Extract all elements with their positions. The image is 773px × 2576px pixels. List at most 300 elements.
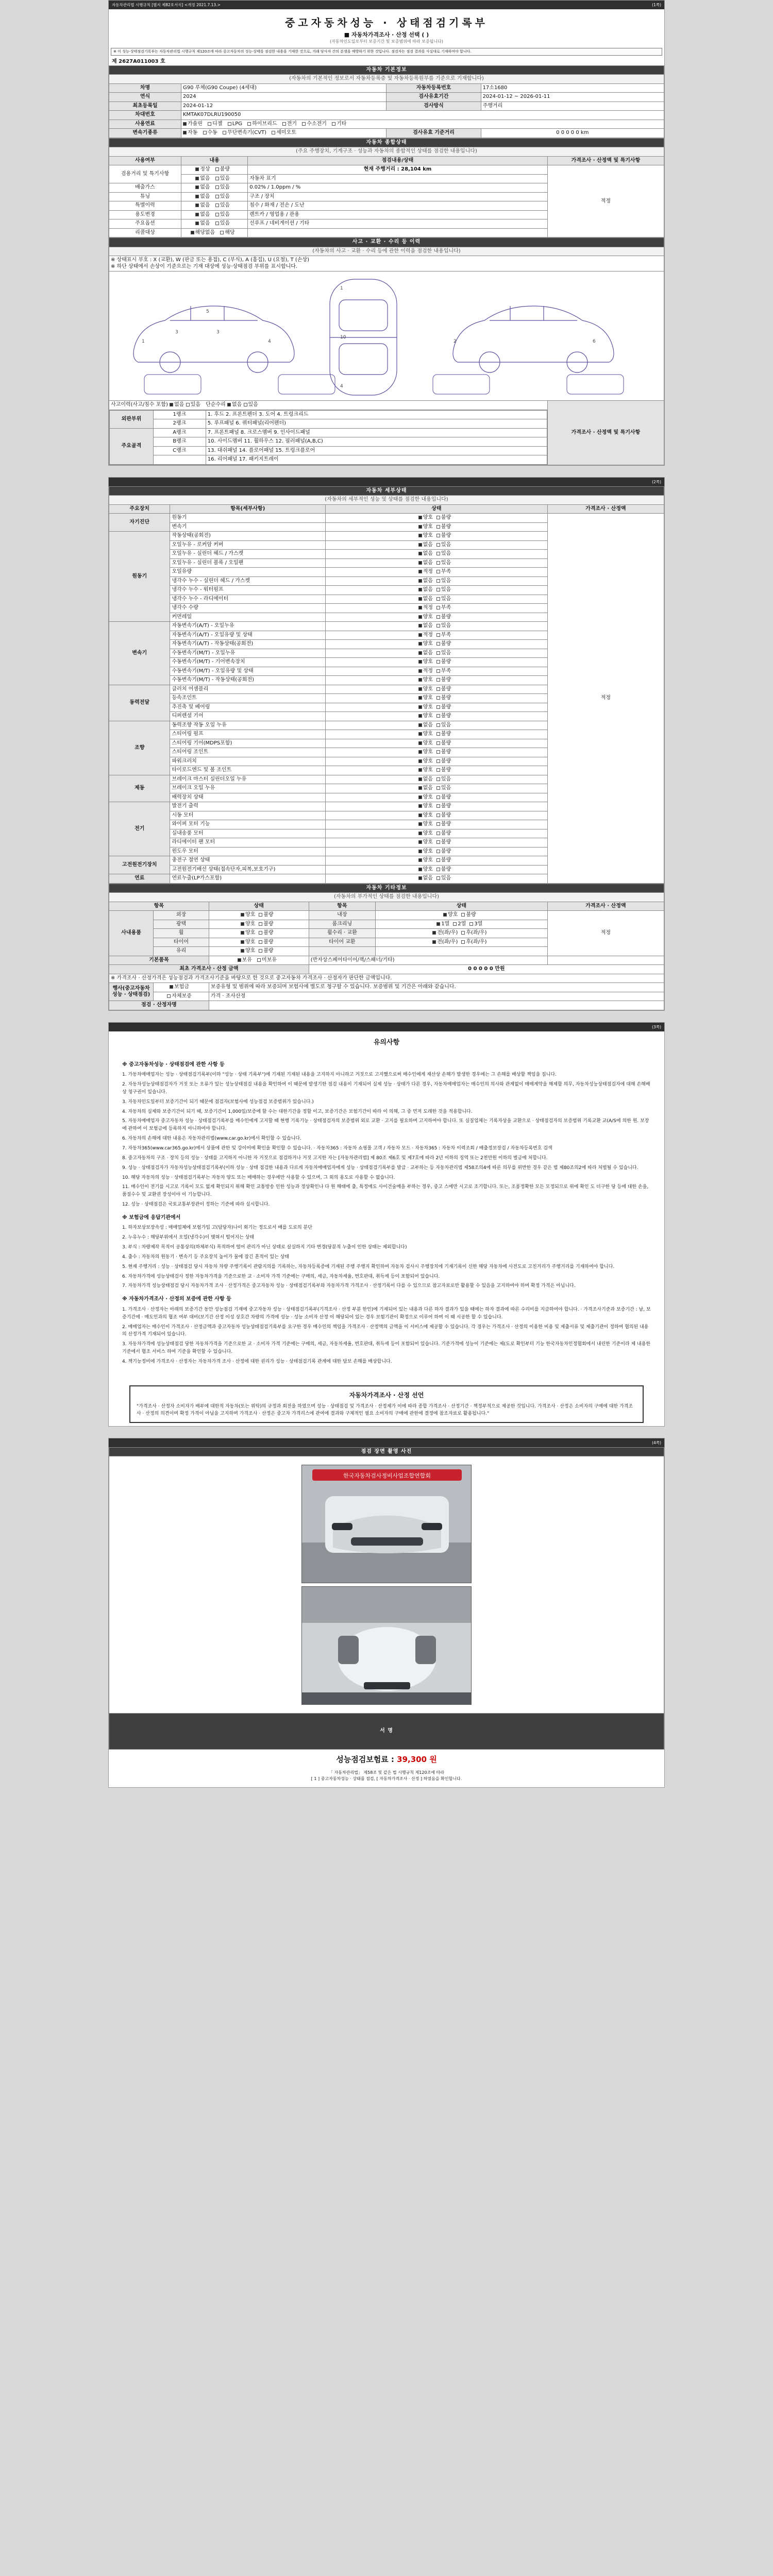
detail-state-0-1[interactable] bbox=[326, 522, 548, 532]
detail-state-1-6[interactable] bbox=[326, 586, 548, 595]
checkbox-icon[interactable] bbox=[436, 868, 440, 871]
checkbox-icon[interactable] bbox=[302, 122, 306, 126]
checkbox-icon[interactable] bbox=[195, 185, 199, 189]
checkbox-icon[interactable] bbox=[418, 868, 422, 871]
detail-opt-2-6-0[interactable] bbox=[418, 677, 433, 684]
checkbox-icon[interactable] bbox=[436, 822, 440, 826]
etc-state-1-4-opt-0[interactable] bbox=[241, 948, 255, 955]
detail-opt-4-2-1[interactable] bbox=[436, 740, 451, 747]
detail-opt-2-1-1[interactable] bbox=[436, 632, 451, 639]
checkbox-icon[interactable] bbox=[418, 660, 422, 664]
checkbox-icon[interactable] bbox=[418, 705, 422, 709]
checkbox-icon[interactable] bbox=[418, 525, 422, 529]
etc-state-1-1[interactable] bbox=[209, 920, 309, 929]
checkbox-icon[interactable] bbox=[247, 122, 251, 126]
detail-opt-3-3-0[interactable] bbox=[418, 713, 433, 720]
checkbox-icon[interactable] bbox=[418, 786, 422, 790]
detail-state-7-1[interactable] bbox=[326, 865, 548, 874]
etc-state-2-3[interactable] bbox=[375, 938, 547, 947]
detail-opt-1-6-1[interactable] bbox=[436, 587, 451, 594]
checkbox-icon[interactable] bbox=[436, 922, 440, 926]
detail-state-1-0[interactable] bbox=[326, 532, 548, 541]
checkbox-icon[interactable] bbox=[191, 231, 194, 234]
checkbox-icon[interactable] bbox=[461, 931, 465, 935]
chk-none[interactable] bbox=[195, 221, 210, 227]
overall-row-5-check[interactable] bbox=[181, 210, 248, 219]
checkbox-icon[interactable] bbox=[436, 570, 440, 573]
checkbox-icon[interactable] bbox=[418, 876, 422, 880]
checkbox-icon[interactable] bbox=[332, 122, 335, 126]
checkbox-icon[interactable] bbox=[436, 777, 440, 781]
checkbox-icon[interactable] bbox=[418, 651, 422, 655]
detail-state-4-1[interactable] bbox=[326, 730, 548, 739]
checkbox-icon[interactable] bbox=[436, 651, 440, 655]
checkbox-icon[interactable] bbox=[418, 732, 422, 736]
checkbox-icon[interactable] bbox=[195, 222, 199, 225]
detail-opt-4-3-1[interactable] bbox=[436, 749, 451, 756]
fuel-option-lpg[interactable] bbox=[228, 121, 242, 128]
detail-state-5-2[interactable] bbox=[326, 793, 548, 802]
checkbox-icon[interactable] bbox=[418, 858, 422, 862]
detail-state-1-3[interactable] bbox=[326, 558, 548, 568]
checkbox-icon[interactable] bbox=[436, 525, 440, 529]
checkbox-icon[interactable] bbox=[282, 122, 286, 126]
detail-opt-3-2-0[interactable] bbox=[418, 704, 433, 711]
checkbox-icon[interactable] bbox=[186, 403, 190, 406]
checkbox-icon[interactable] bbox=[418, 768, 422, 772]
checkbox-icon[interactable] bbox=[418, 606, 422, 609]
checkbox-icon[interactable] bbox=[183, 131, 187, 134]
etc-state-2-1-opt-1[interactable] bbox=[453, 921, 466, 928]
detail-opt-2-4-0[interactable] bbox=[418, 659, 433, 666]
detail-opt-1-8-1[interactable] bbox=[436, 605, 451, 612]
detail-opt-7-0-0[interactable] bbox=[418, 857, 433, 864]
checkbox-icon[interactable] bbox=[418, 850, 422, 853]
detail-opt-6-1-0[interactable] bbox=[418, 812, 433, 819]
detail-opt-1-9-0[interactable] bbox=[418, 614, 433, 621]
checkbox-icon[interactable] bbox=[183, 122, 187, 126]
etc-state-1-2-opt-1[interactable] bbox=[259, 930, 273, 937]
checkbox-icon[interactable] bbox=[418, 687, 422, 691]
checkbox-icon[interactable] bbox=[418, 570, 422, 573]
checkbox-icon[interactable] bbox=[418, 552, 422, 555]
detail-opt-7-1-1[interactable] bbox=[436, 867, 451, 873]
detail-opt-3-1-0[interactable] bbox=[418, 695, 433, 702]
checkbox-icon[interactable] bbox=[244, 403, 247, 406]
detail-opt-4-1-1[interactable] bbox=[436, 731, 451, 738]
detail-opt-3-0-1[interactable] bbox=[436, 686, 451, 693]
checkbox-icon[interactable] bbox=[228, 122, 231, 126]
checkbox-icon[interactable] bbox=[418, 750, 422, 754]
detail-state-3-3[interactable] bbox=[326, 712, 548, 721]
detail-opt-4-2-0[interactable] bbox=[418, 740, 433, 747]
detail-state-6-2[interactable] bbox=[326, 820, 548, 829]
detail-opt-1-3-0[interactable] bbox=[418, 560, 433, 567]
detail-opt-6-0-0[interactable] bbox=[418, 803, 433, 810]
detail-opt-1-4-1[interactable] bbox=[436, 569, 451, 575]
checkbox-icon[interactable] bbox=[461, 913, 465, 917]
detail-opt-5-2-0[interactable] bbox=[418, 794, 433, 801]
detail-opt-0-1-0[interactable] bbox=[418, 524, 433, 531]
detail-opt-2-4-1[interactable] bbox=[436, 659, 451, 666]
etc-state-2-1[interactable] bbox=[375, 920, 547, 929]
detail-state-0-0[interactable] bbox=[326, 514, 548, 523]
etc-state-2-1-opt-0[interactable] bbox=[436, 921, 449, 928]
checkbox-icon[interactable] bbox=[418, 795, 422, 799]
etc-state-1-1-opt-0[interactable] bbox=[241, 921, 255, 928]
checkbox-icon[interactable] bbox=[436, 804, 440, 808]
detail-opt-2-2-0[interactable] bbox=[418, 641, 433, 648]
etc-state-2-0-opt-1[interactable] bbox=[461, 912, 476, 919]
detail-opt-5-0-1[interactable] bbox=[436, 776, 451, 783]
checkbox-icon[interactable] bbox=[436, 660, 440, 664]
fuel-option-gasoline[interactable] bbox=[183, 121, 203, 128]
detail-state-4-0[interactable] bbox=[326, 721, 548, 730]
etc-state-1-3-opt-1[interactable] bbox=[259, 939, 273, 946]
chk-none[interactable] bbox=[195, 202, 210, 209]
etc-base-opts[interactable] bbox=[209, 956, 309, 965]
detail-opt-1-0-1[interactable] bbox=[436, 533, 451, 539]
checkbox-icon[interactable] bbox=[223, 131, 226, 134]
checkbox-icon[interactable] bbox=[418, 642, 422, 646]
detail-opt-5-1-0[interactable] bbox=[418, 785, 433, 792]
checkbox-icon[interactable] bbox=[436, 642, 440, 646]
overall-row-2-check[interactable] bbox=[181, 183, 248, 193]
checkbox-icon[interactable] bbox=[257, 958, 261, 962]
chk-none[interactable] bbox=[195, 176, 210, 182]
detail-opt-2-3-0[interactable] bbox=[418, 650, 433, 657]
checkbox-icon[interactable] bbox=[436, 876, 440, 880]
checkbox-icon[interactable] bbox=[436, 814, 440, 817]
base-have[interactable] bbox=[238, 957, 252, 964]
detail-opt-1-7-1[interactable] bbox=[436, 596, 451, 603]
checkbox-icon[interactable] bbox=[215, 222, 219, 225]
checkbox-icon[interactable] bbox=[418, 696, 422, 700]
detail-state-8-0[interactable] bbox=[326, 874, 548, 884]
checkbox-icon[interactable] bbox=[436, 669, 440, 673]
detail-state-2-3[interactable] bbox=[326, 649, 548, 658]
overall-row-3-check[interactable] bbox=[181, 192, 248, 201]
checkbox-icon[interactable] bbox=[418, 624, 422, 628]
chk-none[interactable] bbox=[195, 212, 210, 218]
checkbox-icon[interactable] bbox=[436, 759, 440, 763]
checkbox-icon[interactable] bbox=[167, 994, 171, 998]
checkbox-icon[interactable] bbox=[220, 231, 224, 234]
checkbox-icon[interactable] bbox=[215, 195, 219, 198]
checkbox-icon[interactable] bbox=[443, 913, 447, 917]
checkbox-icon[interactable] bbox=[436, 552, 440, 555]
etc-state-1-1-opt-1[interactable] bbox=[259, 921, 273, 928]
checkbox-icon[interactable] bbox=[170, 985, 173, 989]
checkbox-icon[interactable] bbox=[259, 940, 262, 944]
detail-opt-4-0-1[interactable] bbox=[436, 722, 451, 729]
checkbox-icon[interactable] bbox=[241, 949, 244, 953]
etc-state-2-2[interactable] bbox=[375, 929, 547, 938]
etc-state-2-3-opt-1[interactable] bbox=[461, 939, 486, 946]
chk-exists[interactable] bbox=[215, 202, 230, 209]
checkbox-icon[interactable] bbox=[208, 122, 211, 126]
detail-opt-5-2-1[interactable] bbox=[436, 794, 451, 801]
checkbox-icon[interactable] bbox=[418, 822, 422, 826]
guar-insurance[interactable] bbox=[170, 984, 189, 991]
etc-state-1-0[interactable] bbox=[209, 911, 309, 920]
detail-opt-0-0-1[interactable] bbox=[436, 515, 451, 521]
chk-ok[interactable] bbox=[195, 166, 210, 173]
detail-state-1-4[interactable] bbox=[326, 568, 548, 577]
etc-state-1-4-opt-1[interactable] bbox=[259, 948, 273, 955]
checkbox-icon[interactable] bbox=[436, 696, 440, 700]
detail-state-3-1[interactable] bbox=[326, 694, 548, 703]
detail-state-6-4[interactable] bbox=[326, 838, 548, 848]
detail-state-5-1[interactable] bbox=[326, 784, 548, 793]
checkbox-icon[interactable] bbox=[436, 588, 440, 591]
detail-opt-1-9-1[interactable] bbox=[436, 614, 451, 621]
etc-state-2-2-opt-1[interactable] bbox=[461, 930, 486, 937]
detail-opt-2-1-0[interactable] bbox=[418, 632, 433, 639]
checkbox-icon[interactable] bbox=[195, 195, 199, 198]
detail-state-4-2[interactable] bbox=[326, 739, 548, 748]
checkbox-icon[interactable] bbox=[436, 714, 440, 718]
detail-state-3-0[interactable] bbox=[326, 685, 548, 694]
detail-opt-8-0-0[interactable] bbox=[418, 875, 433, 882]
overall-row-1-check[interactable] bbox=[181, 174, 248, 183]
guar-self[interactable] bbox=[167, 993, 192, 1000]
checkbox-icon[interactable] bbox=[418, 579, 422, 583]
detail-opt-0-1-1[interactable] bbox=[436, 524, 451, 531]
detail-state-2-2[interactable] bbox=[326, 640, 548, 649]
trans-option-manual[interactable] bbox=[203, 130, 217, 137]
detail-opt-1-6-0[interactable] bbox=[418, 587, 433, 594]
checkbox-icon[interactable] bbox=[418, 678, 422, 682]
checkbox-icon[interactable] bbox=[259, 913, 262, 917]
detail-state-1-9[interactable] bbox=[326, 613, 548, 622]
checkbox-icon[interactable] bbox=[436, 543, 440, 547]
detail-opt-6-4-1[interactable] bbox=[436, 839, 451, 846]
detail-opt-3-1-1[interactable] bbox=[436, 695, 451, 702]
detail-opt-1-4-0[interactable] bbox=[418, 569, 433, 575]
checkbox-icon[interactable] bbox=[436, 678, 440, 682]
checkbox-icon[interactable] bbox=[195, 177, 199, 180]
detail-opt-4-0-0[interactable] bbox=[418, 722, 433, 729]
checkbox-icon[interactable] bbox=[432, 940, 436, 944]
detail-opt-7-0-1[interactable] bbox=[436, 857, 451, 864]
detail-opt-7-1-0[interactable] bbox=[418, 867, 433, 873]
checkbox-icon[interactable] bbox=[241, 913, 244, 917]
detail-state-6-3[interactable] bbox=[326, 829, 548, 838]
detail-opt-2-0-1[interactable] bbox=[436, 623, 451, 630]
checkbox-icon[interactable] bbox=[418, 714, 422, 718]
overall-row-4-check[interactable] bbox=[181, 201, 248, 211]
checkbox-icon[interactable] bbox=[418, 615, 422, 619]
detail-opt-3-0-0[interactable] bbox=[418, 686, 433, 693]
detail-state-5-0[interactable] bbox=[326, 775, 548, 784]
detail-state-2-0[interactable] bbox=[326, 622, 548, 631]
checkbox-icon[interactable] bbox=[418, 516, 422, 519]
etc-state-2-4[interactable] bbox=[375, 947, 547, 956]
checkbox-icon[interactable] bbox=[418, 669, 422, 673]
checkbox-icon[interactable] bbox=[436, 840, 440, 844]
checkbox-icon[interactable] bbox=[259, 922, 262, 926]
detail-opt-6-5-0[interactable] bbox=[418, 849, 433, 855]
checkbox-icon[interactable] bbox=[215, 185, 219, 189]
detail-state-4-3[interactable] bbox=[326, 748, 548, 757]
chk-exists[interactable] bbox=[215, 176, 230, 182]
chk-ng[interactable] bbox=[215, 166, 230, 173]
checkbox-icon[interactable] bbox=[418, 597, 422, 601]
checkbox-icon[interactable] bbox=[432, 931, 436, 935]
checkbox-icon[interactable] bbox=[436, 534, 440, 537]
detail-opt-2-6-1[interactable] bbox=[436, 677, 451, 684]
overall-row-0-check[interactable] bbox=[181, 165, 248, 175]
detail-state-1-7[interactable] bbox=[326, 595, 548, 604]
detail-opt-4-4-1[interactable] bbox=[436, 758, 451, 765]
detail-opt-1-7-0[interactable] bbox=[418, 596, 433, 603]
detail-state-6-5[interactable] bbox=[326, 847, 548, 856]
etc-state-2-1-opt-2[interactable] bbox=[469, 921, 482, 928]
etc-state-1-0-opt-1[interactable] bbox=[259, 912, 273, 919]
checkbox-icon[interactable] bbox=[453, 922, 457, 926]
checkbox-icon[interactable] bbox=[195, 204, 199, 207]
checkbox-icon[interactable] bbox=[436, 615, 440, 619]
checkbox-icon[interactable] bbox=[436, 786, 440, 790]
accident-history[interactable] bbox=[111, 402, 200, 409]
checkbox-icon[interactable] bbox=[418, 534, 422, 537]
checkbox-icon[interactable] bbox=[469, 922, 473, 926]
etc-guarantee-opt-self-cell[interactable] bbox=[154, 992, 209, 1001]
etc-state-1-3-opt-0[interactable] bbox=[241, 939, 255, 946]
detail-opt-6-3-1[interactable] bbox=[436, 831, 451, 837]
etc-state-2-3-opt-0[interactable] bbox=[432, 939, 458, 946]
detail-opt-6-2-0[interactable] bbox=[418, 821, 433, 828]
checkbox-icon[interactable] bbox=[436, 832, 440, 835]
checkbox-icon[interactable] bbox=[436, 705, 440, 709]
detail-opt-6-4-0[interactable] bbox=[418, 839, 433, 846]
overall-row-7-check[interactable] bbox=[181, 228, 248, 238]
detail-opt-2-3-1[interactable] bbox=[436, 650, 451, 657]
etc-state-1-0-opt-0[interactable] bbox=[241, 912, 255, 919]
detail-state-1-1[interactable] bbox=[326, 540, 548, 550]
detail-opt-2-0-0[interactable] bbox=[418, 623, 433, 630]
fuel-option-diesel[interactable] bbox=[208, 121, 222, 128]
detail-state-2-4[interactable] bbox=[326, 658, 548, 667]
checkbox-icon[interactable] bbox=[418, 777, 422, 781]
checkbox-icon[interactable] bbox=[241, 931, 244, 935]
checkbox-icon[interactable] bbox=[227, 403, 231, 406]
etc-state-2-2-opt-0[interactable] bbox=[432, 930, 458, 937]
detail-opt-1-2-0[interactable] bbox=[418, 551, 433, 557]
detail-opt-1-1-1[interactable] bbox=[436, 542, 451, 549]
detail-opt-1-0-0[interactable] bbox=[418, 533, 433, 539]
detail-state-6-0[interactable] bbox=[326, 802, 548, 811]
chk-exists[interactable] bbox=[215, 212, 230, 218]
checkbox-icon[interactable] bbox=[436, 741, 440, 745]
base-none[interactable] bbox=[257, 957, 277, 964]
checkbox-icon[interactable] bbox=[259, 931, 262, 935]
checkbox-icon[interactable] bbox=[259, 949, 262, 953]
detail-opt-6-1-1[interactable] bbox=[436, 812, 451, 819]
etc-state-2-0[interactable] bbox=[375, 911, 547, 920]
checkbox-icon[interactable] bbox=[418, 814, 422, 817]
checkbox-icon[interactable] bbox=[418, 759, 422, 763]
detail-opt-4-5-1[interactable] bbox=[436, 767, 451, 774]
detail-opt-3-3-1[interactable] bbox=[436, 713, 451, 720]
detail-opt-1-8-0[interactable] bbox=[418, 605, 433, 612]
fuel-option-hybrid[interactable] bbox=[247, 121, 277, 128]
detail-opt-1-2-1[interactable] bbox=[436, 551, 451, 557]
checkbox-icon[interactable] bbox=[418, 840, 422, 844]
checkbox-icon[interactable] bbox=[418, 561, 422, 565]
detail-opt-5-0-0[interactable] bbox=[418, 776, 433, 783]
chk-exists[interactable] bbox=[215, 221, 230, 227]
checkbox-icon[interactable] bbox=[203, 131, 207, 134]
trans-option-cvt[interactable] bbox=[223, 130, 266, 137]
etc-state-1-2[interactable] bbox=[209, 929, 309, 938]
detail-opt-1-5-1[interactable] bbox=[436, 578, 451, 585]
detail-state-7-0[interactable] bbox=[326, 856, 548, 866]
etc-guarantee-opts[interactable] bbox=[154, 983, 209, 992]
detail-state-1-5[interactable] bbox=[326, 577, 548, 586]
checkbox-icon[interactable] bbox=[241, 922, 244, 926]
etc-state-1-2-opt-0[interactable] bbox=[241, 930, 255, 937]
detail-state-2-6[interactable] bbox=[326, 676, 548, 685]
detail-state-4-4[interactable] bbox=[326, 757, 548, 766]
etc-state-2-0-opt-0[interactable] bbox=[443, 912, 458, 919]
checkbox-icon[interactable] bbox=[436, 750, 440, 754]
checkbox-icon[interactable] bbox=[238, 958, 241, 962]
overall-row-6-check[interactable] bbox=[181, 219, 248, 229]
chk-yes[interactable] bbox=[220, 230, 234, 236]
detail-state-3-2[interactable] bbox=[326, 703, 548, 712]
checkbox-icon[interactable] bbox=[436, 516, 440, 519]
checkbox-icon[interactable] bbox=[215, 177, 219, 180]
etc-state-1-3[interactable] bbox=[209, 938, 309, 947]
detail-opt-6-0-1[interactable] bbox=[436, 803, 451, 810]
checkbox-icon[interactable] bbox=[272, 131, 275, 134]
detail-opt-3-2-1[interactable] bbox=[436, 704, 451, 711]
checkbox-icon[interactable] bbox=[436, 850, 440, 853]
detail-opt-6-3-0[interactable] bbox=[418, 831, 433, 837]
fuel-option-hydrogen[interactable] bbox=[302, 121, 327, 128]
detail-opt-0-0-0[interactable] bbox=[418, 515, 433, 521]
checkbox-icon[interactable] bbox=[418, 543, 422, 547]
detail-opt-1-5-0[interactable] bbox=[418, 578, 433, 585]
detail-state-1-8[interactable] bbox=[326, 604, 548, 613]
checkbox-icon[interactable] bbox=[436, 768, 440, 772]
checkbox-icon[interactable] bbox=[436, 606, 440, 609]
checkbox-icon[interactable] bbox=[418, 588, 422, 591]
checkbox-icon[interactable] bbox=[215, 213, 219, 216]
detail-state-2-1[interactable] bbox=[326, 631, 548, 640]
checkbox-icon[interactable] bbox=[436, 579, 440, 583]
checkbox-icon[interactable] bbox=[195, 167, 199, 171]
chk-exists[interactable] bbox=[215, 194, 230, 200]
detail-opt-4-5-0[interactable] bbox=[418, 767, 433, 774]
checkbox-icon[interactable] bbox=[418, 723, 422, 727]
chk-none[interactable] bbox=[195, 194, 210, 200]
detail-opt-1-1-0[interactable] bbox=[418, 542, 433, 549]
detail-opt-2-5-0[interactable] bbox=[418, 668, 433, 675]
detail-state-2-5[interactable] bbox=[326, 667, 548, 676]
checkbox-icon[interactable] bbox=[436, 624, 440, 628]
checkbox-icon[interactable] bbox=[436, 858, 440, 862]
chk-na[interactable] bbox=[191, 230, 215, 236]
checkbox-icon[interactable] bbox=[436, 597, 440, 601]
simple-repair[interactable] bbox=[206, 402, 258, 409]
checkbox-icon[interactable] bbox=[436, 795, 440, 799]
checkbox-icon[interactable] bbox=[436, 687, 440, 691]
detail-opt-5-1-1[interactable] bbox=[436, 785, 451, 792]
detail-state-4-5[interactable] bbox=[326, 766, 548, 775]
